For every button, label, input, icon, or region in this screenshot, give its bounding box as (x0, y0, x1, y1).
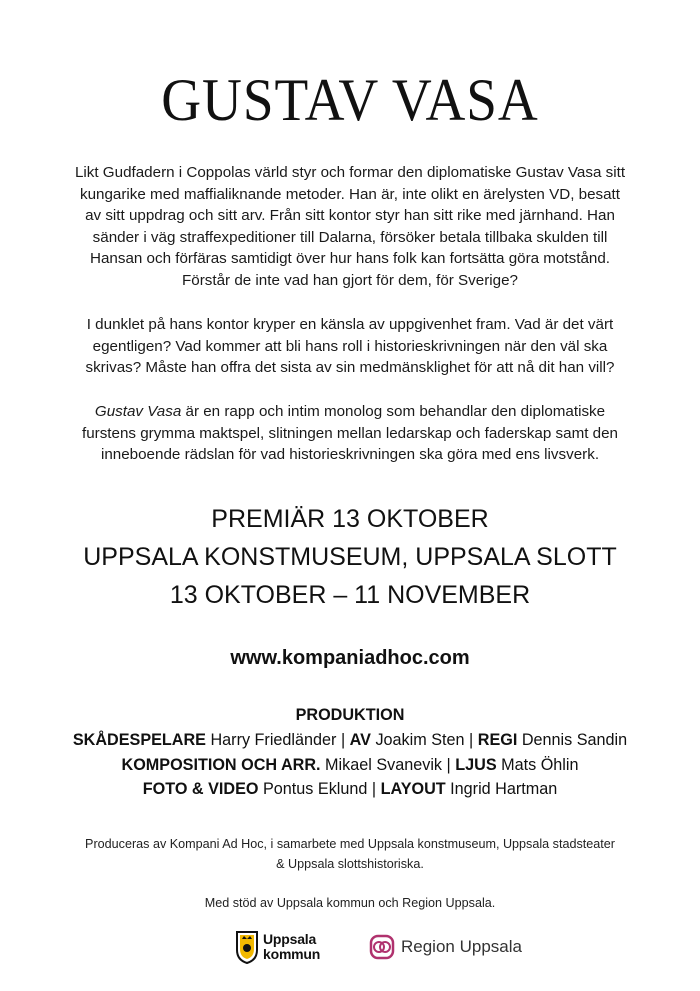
intro-line: Hansan och förfäras samtidigt över hur hans folk kan fortsätta göra motstånd. (89, 250, 611, 267)
credit-separator: | (371, 780, 377, 798)
credit-value: Mikael Svanevik (320, 756, 447, 774)
website-link[interactable]: www.kompaniadhoc.com (230, 647, 470, 669)
shield-icon (236, 930, 258, 964)
logo-text: Region Uppsala (401, 937, 522, 956)
intro-line: inneboende rädslan för vad historieskrivningen ska göra med ens livsverk. (100, 446, 600, 463)
credit-label: LAYOUT (380, 780, 446, 798)
intro-paragraph-3 (60, 401, 640, 466)
credits-line-1 (0, 730, 700, 750)
producer-line: Produceras av Kompani Ad Hoc, i samarbete med Uppsala konstmuseum, Uppsala stadsteater (85, 837, 615, 851)
credit-label: REGI (477, 731, 518, 749)
intro-line: I dunklet på hans kontor kryper en känsla av uppgivenhet fram. Vad är det värt (86, 316, 614, 333)
credit-separator: | (340, 731, 346, 749)
credit-separator: | (446, 756, 451, 774)
producer-line: & Uppsala slottshistoriska. (276, 857, 424, 871)
premiere-date: PREMIÄR 13 OKTOBER (211, 505, 489, 533)
credit-label: SKÅDESPELARE (72, 731, 206, 749)
credits-heading: PRODUKTION (295, 706, 405, 724)
producer-note (40, 834, 660, 874)
credit-value: Dennis Sandin (517, 731, 628, 749)
intro-line: skrivas? Måste han offra det sista av sin medmänsklighet för att nå dit han vill? (85, 359, 615, 376)
intro-line: kungarike med maffialiknande metoder. Han är, inte olikt en ärelysten VD, besatt (79, 185, 620, 203)
region-uppsala-logo (369, 934, 522, 960)
intro-line: egentligen? Vad kommer att bli hans roll i historieskrivningen när den väl ska (92, 337, 608, 355)
intro-line: furstens grymma maktspel, slitningen mellan ledarskap och faderskap samt den (81, 424, 619, 442)
logo-text: kommun (263, 946, 321, 962)
credit-value: Ingrid Hartman (445, 780, 558, 798)
credit-label: AV (349, 731, 371, 749)
credit-label: KOMPOSITION OCH ARR. (121, 756, 321, 774)
support-note: Med stöd av Uppsala kommun och Region Uppsala. (204, 896, 496, 910)
intro-line: av sitt uppdrag och sitt arv. Från sitt kontor styr han sitt rike med järnhand. Han (85, 207, 615, 224)
credits-line-3 (0, 779, 700, 799)
work-title-italic: Gustav Vasa (94, 403, 182, 420)
credit-label: FOTO & VIDEO (142, 780, 259, 798)
sponsor-logos (0, 930, 700, 975)
run-dates: 13 OKTOBER – 11 NOVEMBER (169, 581, 531, 609)
credit-value: Harry Friedländer (210, 731, 341, 749)
uppsala-kommun-wordmark (263, 932, 320, 962)
intro-line: Förstår de inte vad han gjort för dem, för Sverige? (182, 271, 518, 289)
intro-paragraph-2 (60, 314, 640, 379)
credit-value: Mats Öhlin (496, 756, 579, 774)
intro-line: Likt Gudfadern i Coppolas värld styr och formar den diplomatiske Gustav Vasa sitt (74, 164, 626, 181)
intro-line: sänder i väg straffexpeditioner till Dalarna, försöker betala tillbaka skulden till (92, 228, 608, 246)
intro-paragraph-1 (60, 162, 640, 291)
credits-line-2 (0, 755, 700, 775)
logo-text: Uppsala (263, 931, 317, 947)
credit-separator: | (469, 731, 474, 749)
uppsala-kommun-logo (236, 930, 320, 964)
poster-title: GUSTAV VASA (161, 67, 539, 133)
credit-value: Joakim Sten (370, 731, 470, 749)
venue: UPPSALA KONSTMUSEUM, UPPSALA SLOTT (83, 543, 617, 571)
credit-value: Pontus Eklund (258, 780, 372, 798)
intro-line: är en rapp och intim monolog som behandlar den diplomatiske (181, 403, 606, 420)
region-emblem-icon (369, 934, 395, 960)
credit-label: LJUS (455, 756, 497, 774)
